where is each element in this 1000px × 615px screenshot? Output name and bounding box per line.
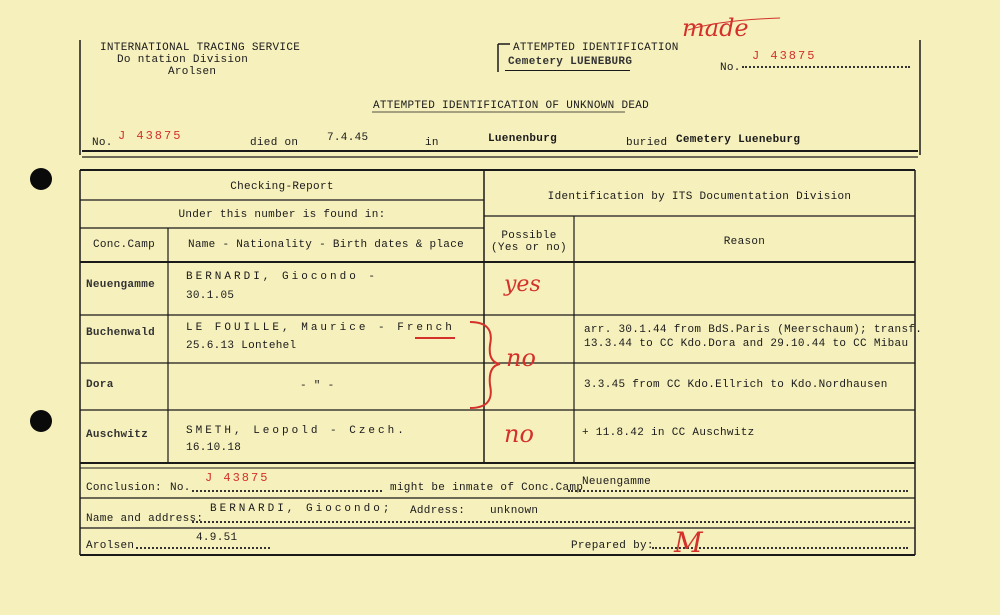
row-birth-line: 25.6.13 Lontehel: [186, 340, 297, 352]
cemetery-underline: [505, 70, 630, 71]
header-cemetery: Cemetery LUENEBURG: [508, 56, 633, 68]
header-org-name: INTERNATIONAL TRACING SERVICE: [100, 42, 301, 54]
name-address-label: Name and address:: [86, 513, 204, 525]
record-buried-label: buried: [626, 137, 668, 149]
col-header-reason: Reason: [723, 236, 766, 248]
record-died-value: 7.4.45: [327, 132, 369, 144]
conclusion-label: Conclusion:: [86, 482, 162, 494]
address-value: unknown: [490, 505, 539, 517]
col-header-name: Name - Nationality - Birth dates & place: [187, 239, 465, 251]
header-no-dots: [742, 66, 910, 68]
record-no-value: J 43875: [118, 129, 183, 143]
conclusion-camp-value: Neuengamme: [582, 476, 652, 488]
header-division: Do ntation Division: [117, 54, 249, 66]
name-value: BERNARDI, Giocondo;: [210, 503, 393, 515]
row-reason-line: 13.3.44 to CC Kdo.Dora and 29.10.44 to CC Mibau: [584, 338, 909, 350]
conclusion-mid-text: might be inmate of Conc.Camp: [390, 482, 584, 494]
row-name-line: SMETH, Leopold - Czech.: [186, 425, 407, 437]
row-reason-line: + 11.8.42 in CC Auschwitz: [582, 427, 755, 439]
row-name-line: BERNARDI, Giocondo -: [186, 271, 379, 283]
form-title: ATTEMPTED IDENTIFICATION OF UNKNOWN DEAD: [373, 100, 650, 112]
prepared-by-initials: M: [674, 526, 703, 559]
prepared-by-label: Prepared by:: [571, 540, 654, 552]
row-camp: Dora: [86, 379, 114, 391]
row-birth-line: 16.10.18: [186, 442, 242, 454]
header-city: Arolsen: [168, 66, 217, 78]
header-form-title: ATTEMPTED IDENTIFICATION: [513, 42, 679, 54]
record-no-label: No.: [92, 137, 113, 149]
handwritten-made-note: made: [682, 14, 749, 42]
header-no-label: No.: [720, 62, 741, 74]
row-reason-line: arr. 30.1.44 from BdS.Paris (Meerschaum); transf.: [584, 324, 923, 336]
checking-report-subtitle: Under this number is found in:: [178, 209, 386, 221]
record-in-label: in: [425, 137, 439, 149]
address-label: Address:: [410, 505, 466, 517]
footer-date-value: 4.9.51: [196, 532, 238, 544]
row-birth-line: 30.1.05: [186, 290, 235, 302]
name-address-dots: [192, 521, 910, 523]
row-name-ditto: - " -: [300, 380, 335, 392]
row-possible-handwritten: yes: [504, 272, 541, 297]
row-possible-handwritten: no: [506, 344, 536, 372]
col-header-possible-1: Possible: [501, 230, 557, 242]
row-camp: Auschwitz: [86, 429, 149, 441]
row-camp: Neuengamme: [86, 279, 156, 291]
row-camp: Buchenwald: [86, 327, 156, 339]
conclusion-no-value: J 43875: [205, 471, 270, 485]
footer-place-label: Arolsen: [86, 540, 135, 552]
identification-title: Identification by ITS Documentation Division: [547, 191, 852, 203]
conclusion-no-dots: [192, 490, 382, 492]
row-possible-handwritten: no: [504, 420, 534, 448]
row-reason-line: 3.3.45 from CC Kdo.Ellrich to Kdo.Nordhausen: [584, 379, 888, 391]
conclusion-camp-dots: [568, 490, 908, 492]
checking-report-title: Checking-Report: [230, 181, 334, 193]
conclusion-no-label: No.: [170, 482, 191, 494]
record-buried-value: Cemetery Lueneburg: [676, 134, 801, 146]
col-header-possible-2: (Yes or no): [491, 242, 567, 254]
row-name-line: LE FOUILLE, Maurice - French: [186, 322, 455, 334]
record-died-label: died on: [250, 137, 299, 149]
record-place-value: Luenenburg: [488, 133, 558, 145]
col-header-camp: Conc.Camp: [92, 239, 156, 251]
footer-date-dots: [136, 547, 270, 549]
header-no-value: J 43875: [752, 49, 817, 63]
